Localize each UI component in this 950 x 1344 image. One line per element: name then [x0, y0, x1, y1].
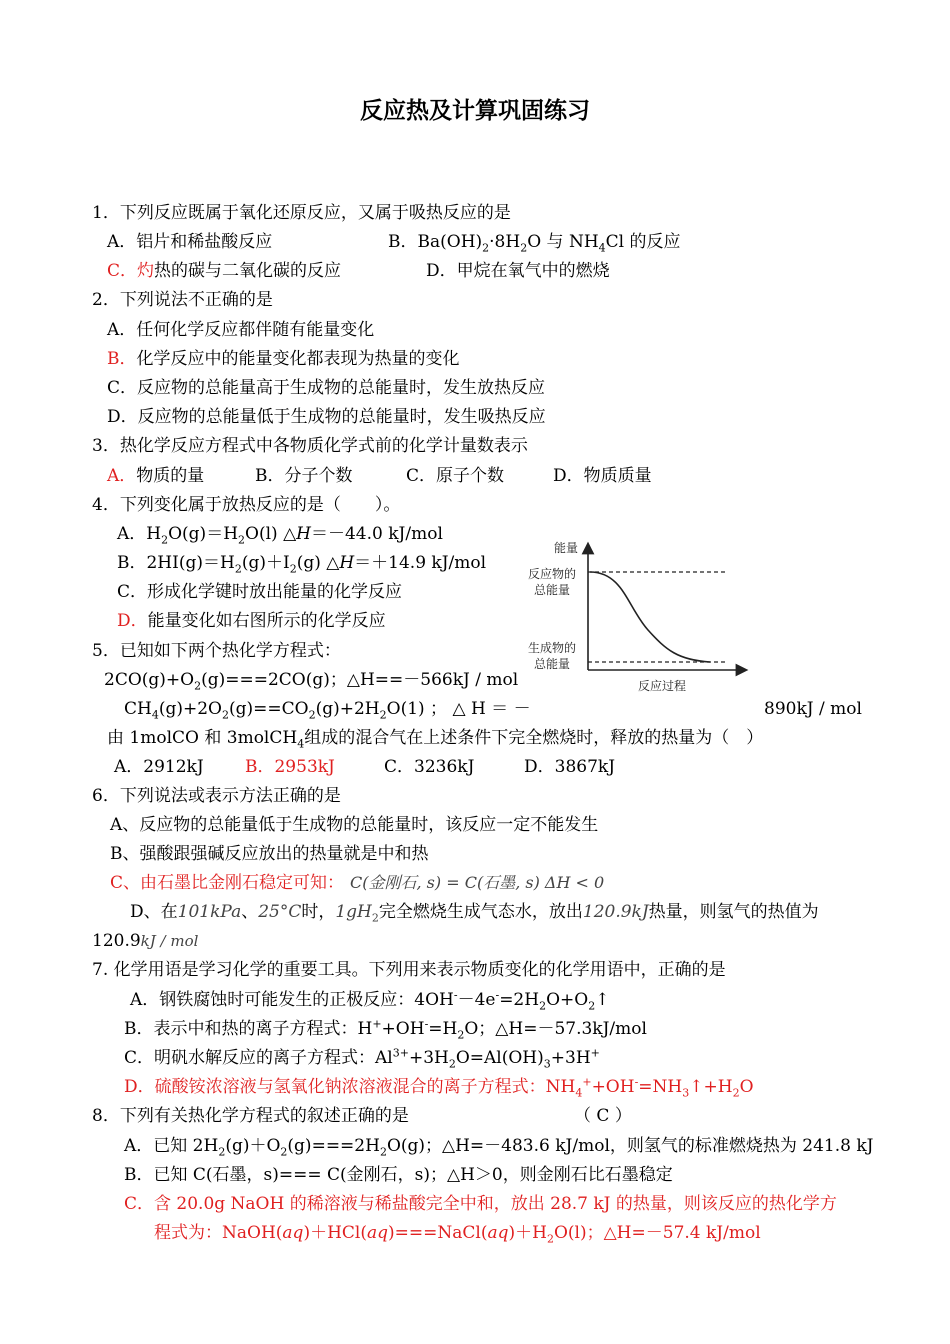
q5-question: 由 1molCO 和 3molCH$_4$组成的混合气在上述条件下完全燃烧时，释放的热量为（ ）	[107, 728, 764, 751]
q7-option-c: C．明矾水解反应的离子方程式：$Al^{3+}+3H_2O=Al(OH)_3+3H^+$	[124, 1046, 600, 1071]
q5-option-b: B．2953kJ	[245, 757, 335, 777]
q8-option-b: B．已知 C(石墨，s)=== C(金刚石，s)；△H＞0，则金刚石比石墨稳定	[124, 1165, 673, 1185]
q2-option-c: C．反应物的总能量高于生成物的总能量时，发生放热反应	[107, 378, 546, 398]
q4-option-b: B．$2HI(g)=H_2(g)+I_2(g)$ △H＝＋14.9 kJ/mol	[117, 553, 487, 576]
q2-option-b: B．化学反应中的能量变化都表现为热量的变化	[107, 349, 460, 369]
q8-option-c-line2: 程式为：$NaOH(aq)+HCl(aq)===NaCl(aq)+H_2O(l)$；△H=－57.4 kJ/mol	[154, 1223, 761, 1246]
q3-option-a: A．物质的量	[107, 466, 205, 486]
q4-option-d: D．能量变化如右图所示的化学反应	[117, 611, 386, 631]
q7-stem: 7. 化学用语是学习化学的重要工具。下列用来表示物质变化的化学用语中，正确的是	[92, 960, 726, 980]
q6-option-d-continued: 120.9kJ / mol	[92, 931, 199, 951]
product-label-line1: 生成物的	[528, 641, 577, 655]
q6-option-d: D、在101kPa、25°C时，$1gH_2$完全燃烧生成气态水，放出120.9kJ热量，则氢气的热值为	[130, 902, 819, 925]
q8-option-c-line1: C．含 20.0g NaOH 的稀溶液与稀盐酸完全中和，放出 28.7 kJ 的热量，则该反应的热化学方	[124, 1194, 837, 1214]
product-label-line2: 总能量	[534, 657, 571, 671]
reactant-label-line2: 总能量	[534, 583, 571, 597]
q6-option-c: C、由石墨比金刚石稳定可知： C(金刚石, s) = C(石墨, s) ΔH < 0	[110, 873, 605, 893]
q6-option-b: B、强酸跟强碱反应放出的热量就是中和热	[110, 844, 429, 864]
q5-equation-1: $2CO(g)+O_2(g)===2CO(g)$；△H==－566kJ / mol	[104, 670, 519, 693]
q1-option-b: B．$Ba(OH)_2\cdot 8H_2O$ 与 $NH_4Cl$ 的反应	[388, 232, 681, 255]
q4-stem: 4．下列变化属于放热反应的是（ ）。	[92, 495, 401, 515]
q7-option-d: D．硫酸铵浓溶液与氢氧化钠浓溶液混合的离子方程式：$NH_4^++OH^-=NH_3↑+H_2O$	[124, 1075, 754, 1100]
q4-option-c: C．形成化学键时放出能量的化学反应	[117, 582, 403, 602]
x-axis-label: 反应过程	[638, 679, 687, 693]
q2-stem: 2．下列说法不正确的是	[92, 290, 273, 310]
q4-option-a: A．$H_2O(g)=H_2O(l)$ △H＝－44.0 kJ/mol	[117, 524, 443, 547]
q6-option-a: A、反应物的总能量低于生成物的总能量时，该反应一定不能发生	[110, 815, 599, 835]
q5-option-d: D．3867kJ	[524, 757, 616, 777]
q8-option-a: A．已知 $2H_2(g)+O_2(g)===2H_2O(g)$；△H=－483.6 kJ/mol，则氢气的标准燃烧热为 241.8 kJ	[124, 1136, 874, 1159]
q8-stem: 8．下列有关热化学方程式的叙述正确的是	[92, 1106, 409, 1126]
q2-option-a: A．任何化学反应都伴随有能量变化	[107, 320, 375, 340]
q1-option-c: C．灼热的碳与二氧化碳的反应	[107, 261, 342, 281]
q7-option-a: A．钢铁腐蚀时可能发生的正极反应：$4OH^--4e^-=2H_2O+O_2↑$	[130, 988, 610, 1013]
page-title: 反应热及计算巩固练习	[360, 98, 590, 124]
q8-answer: （ C ）	[574, 1106, 632, 1126]
q5-stem: 5．已知如下两个热化学方程式：	[92, 641, 341, 661]
q2-option-d: D．反应物的总能量低于生成物的总能量时，发生吸热反应	[107, 407, 546, 427]
q1-option-d: D．甲烷在氧气中的燃烧	[426, 261, 610, 281]
q3-option-c: C．原子个数	[406, 466, 505, 486]
q3-option-d: D．物质质量	[553, 466, 652, 486]
q1-option-a: A．铝片和稀盐酸反应	[107, 232, 273, 252]
q1-stem: 1．下列反应既属于氧化还原反应，又属于吸热反应的是	[92, 203, 511, 223]
q5-equation-2-value: 890kJ / mol	[764, 699, 862, 719]
energy-curve	[590, 572, 710, 662]
energy-diagram	[528, 538, 750, 700]
q6-stem: 6．下列说法或表示方法正确的是	[92, 786, 341, 806]
q3-option-b: B．分子个数	[255, 466, 353, 486]
q5-equation-2: $CH_4(g)+2O_2(g)==CO_2(g)+2H_2O(1)$ ； △ H ＝ －	[124, 699, 531, 722]
y-axis-label: 能量	[554, 541, 579, 555]
reactant-label-line1: 反应物的	[528, 567, 577, 581]
q7-option-b: B．表示中和热的离子方程式：$H^++OH^-=H_2O$；△H=－57.3kJ/mol	[124, 1017, 647, 1042]
q5-option-c: C．3236kJ	[384, 757, 475, 777]
q5-option-a: A．2912kJ	[114, 757, 204, 777]
q3-stem: 3．热化学反应方程式中各物质化学式前的化学计量数表示	[92, 436, 528, 456]
